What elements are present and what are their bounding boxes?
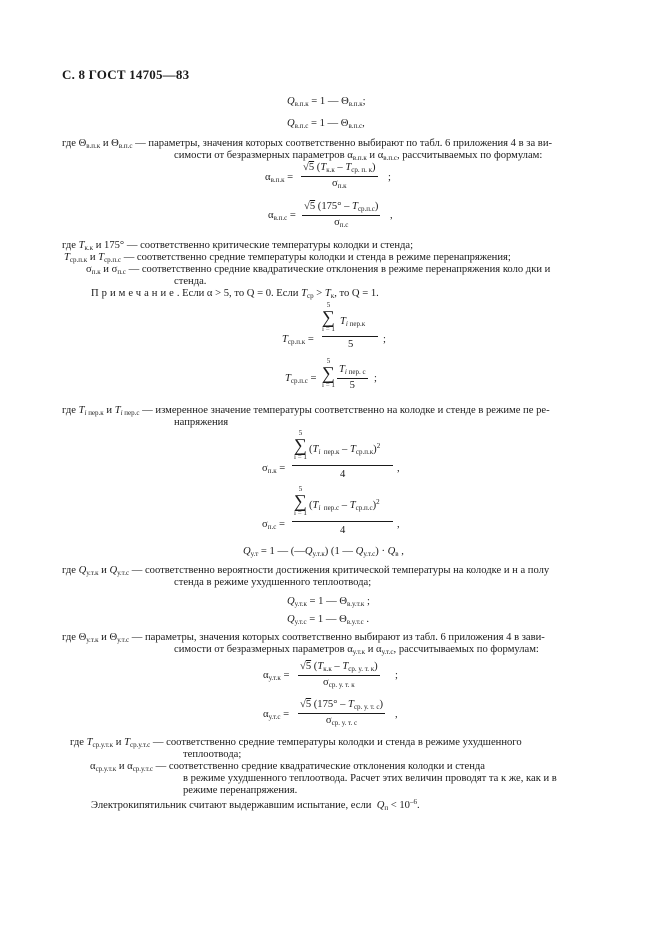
- punct: ;: [395, 670, 398, 681]
- text-line: где $T_{ср.у.т.к}$ и $T_{ср.у.т.с}$ — соответственно средние температуры колодки и стенда в режиме ухудшенного: [70, 737, 522, 749]
- page-header: С. 8 ГОСТ 14705—83: [62, 67, 190, 82]
- text-line: напряжения: [174, 417, 229, 428]
- punct: ,: [390, 210, 393, 221]
- formula-alpha-v-p-k: √5 $(T_{к.к} - T_{ср. п. к})$ $\sigma_{п.к}$: [303, 162, 376, 190]
- formula-alpha-label: $\alpha_{в.п.с}$ =: [268, 210, 296, 222]
- punct: ;: [388, 172, 391, 183]
- sum-sign: 5 ∑ i = 1: [294, 485, 307, 517]
- sum-frac-line: [292, 465, 393, 466]
- text-line: где $\Theta_{в.п.к}$ и $\Theta_{в.п.с}$ — параметры, значения которых соответственно выбирают по табл. 6 приложения 4 в за ви-: [62, 138, 553, 150]
- formula-alpha-label: $\alpha_{у.т.к}$ =: [263, 670, 290, 682]
- text-line: режиме перенапряжения.: [183, 785, 298, 796]
- sum-term: $(T_{i пер.к} - T_{ср.п.к})^2$: [309, 442, 381, 456]
- formula-q-v-p-k: $Q_{в.п.к} = 1$ — $\Theta_{в.п.к}$;: [287, 96, 366, 108]
- sum-frac-line: [292, 521, 393, 522]
- text-line: где $Q_{у.т.к}$ и $Q_{у.т.с}$ — соответственно вероятности достижения критической температуры на колодке и н а полу: [62, 565, 550, 577]
- text-line: $T_{ср.п.к}$ и $T_{ср.п.с}$ — соответственно средние температуры колодки и стенда в режиме перенапряжения;: [64, 252, 511, 264]
- text-line: теплоотвода;: [183, 749, 242, 760]
- note-line: Примечание. Если α > 5, то Q = 0. Если $T_{ср} > T_к$, то Q = 1.: [91, 288, 379, 300]
- text-line: в режиме ухудшенного теплоотвода. Расчет этих величин проводят та к же, как и в: [183, 773, 557, 784]
- text-line: где $T_{i пер.к}$ и $T_{i пер.с}$ — измеренное значение температуры соответственно на колодке и стенде в режиме пе ре-: [62, 405, 550, 417]
- text-line: симости от безразмерных параметров $\alpha_{в.п.к}$ и $\alpha_{в.п.с}$, рассчитываемых по формулам:: [174, 150, 543, 162]
- sum-sign: 5 ∑ i = 1: [322, 301, 335, 333]
- sum-term: $T_{i пер.к}$: [340, 316, 366, 328]
- sum-frac: $T_{i пер. с}$ 5: [339, 364, 366, 391]
- formula-alpha-u-t-s: √5 $(175^\circ - T_{ср. у. т. с})$ $\sigma_{ср. у. т. с}$: [300, 699, 384, 727]
- punct: ,: [397, 519, 400, 530]
- formula-q-v-p-s: $Q_{в.п.с} = 1$ — $\Theta_{в.п.с}$,: [287, 118, 365, 130]
- formula-label: $T_{ср.п.к}$ =: [282, 334, 314, 346]
- denominator: 4: [340, 469, 346, 480]
- punct: ;: [374, 373, 377, 384]
- sum-frac-line: [322, 336, 378, 337]
- text-line: где $T_{к.к}$ и 175° — соответственно критические температуры колодки и стенда;: [62, 240, 414, 252]
- formula-alpha-label: $\alpha_{в.п.к}$ =: [265, 172, 294, 184]
- text-line: стенда в режиме ухудшенного теплоотвода;: [174, 577, 372, 588]
- formula-label: $T_{ср.п.с}$ =: [285, 373, 317, 385]
- formula-alpha-u-t-k: √5 $(T_{к.к} - T_{ср. у. т. к})$ $\sigma_{ср. у. т. к}$: [300, 661, 378, 689]
- formula-q-u-t: $Q_{у.т} = 1$ — $(—Q_{у.т.к})$ (1 — $Q_{у.т.с}) \cdot Q_в$ ,: [243, 546, 404, 558]
- sum-sign: 5 ∑ i = 1: [294, 429, 307, 461]
- formula-alpha-v-p-s: √5 $(175^\circ - T_{ср.п.с})$ $\sigma_{п.с}$: [304, 201, 379, 229]
- text-line: где $\Theta_{у.т.к}$ и $\Theta_{у.т.с}$ — параметры, значения которых соответственно выбирают из табл. 6 приложения 4 в зави-: [62, 632, 545, 644]
- formula-alpha-label: $\alpha_{у.т.с}$ =: [263, 709, 290, 721]
- denominator: 5: [348, 339, 354, 350]
- sum-term: $(T_{i пер.с} - T_{ср.п.с})^2$: [309, 498, 380, 512]
- denominator: 4: [340, 525, 346, 536]
- formula-q-u-t-s: $Q_{у.т.с} = 1$ — $\Theta_{в.у.т.с}$ .: [287, 614, 370, 626]
- formula-q-u-t-k: $Q_{у.т.к} = 1$ — $\Theta_{в.у.т.к}$ ;: [287, 596, 370, 608]
- text-line: $\alpha_{ср.у.т.к}$ и $\alpha_{ср.у.т.с}$ — соответственно средние квадратические отклонения колодки и стенда: [90, 761, 486, 773]
- punct: ,: [395, 709, 398, 720]
- formula-label: $\sigma_{п.к}$ =: [262, 463, 286, 475]
- final-line: Электрокипятильник считают выдержавшим испытание, если $Q_п < 10^{-6}$.: [91, 798, 420, 812]
- punct: ;: [383, 334, 386, 345]
- formula-label: $\sigma_{п.с}$ =: [262, 519, 285, 531]
- text-line: стенда.: [174, 276, 207, 287]
- text-line: симости от безразмерных параметров $\alpha_{у.т.к}$ и $\alpha_{у.т.с}$, рассчитываемых по формулам:: [174, 644, 539, 656]
- punct: ,: [397, 463, 400, 474]
- sum-sign: 5 ∑ i = 1: [322, 357, 335, 389]
- text-line: $\sigma_{п.к}$ и $\sigma_{п.с}$ — соответственно средние квадратические отклонения в режиме перенапряжения коло дки и: [86, 264, 551, 276]
